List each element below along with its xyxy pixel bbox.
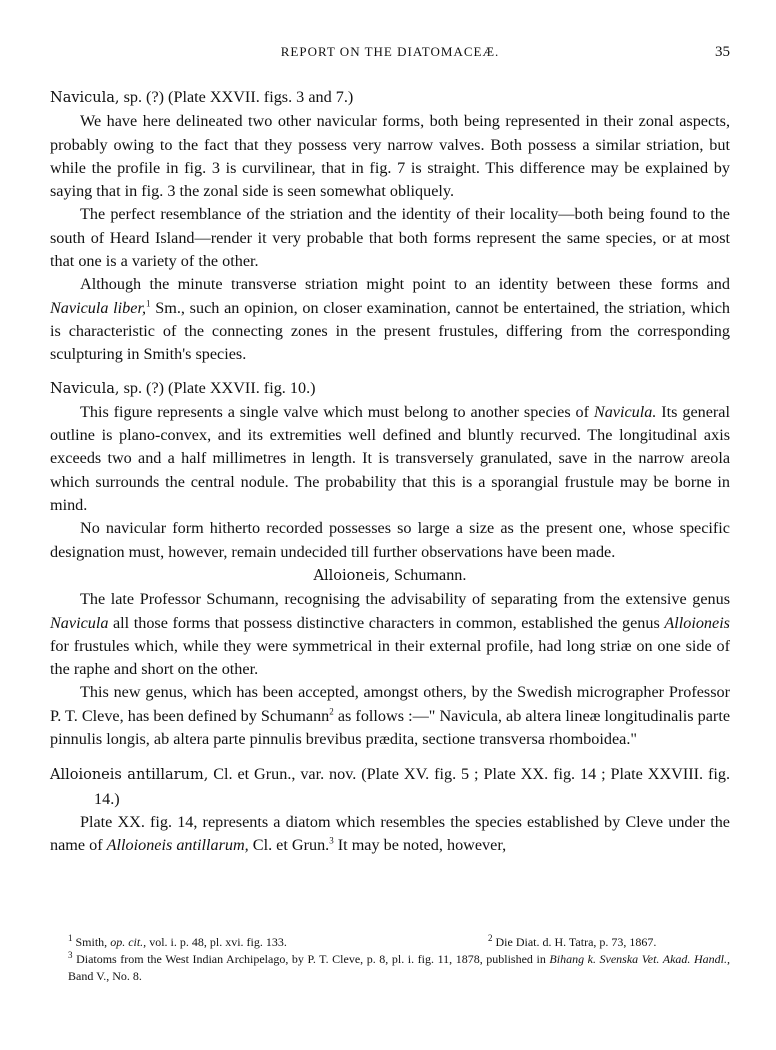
text-run: This new genus, which has been accepted, amongst others, by the Swedish micrographer Professor P. T. Cleve, has been defined by Schumann — [50, 683, 730, 725]
italic-taxon: Navicula. — [593, 402, 657, 421]
footnote-number: 2 — [488, 933, 493, 943]
text-run: The late Professor Schumann, recognising the advisability of separating from the extensive genus — [80, 590, 730, 609]
footnote-3 — [50, 951, 730, 985]
text-run: Sm., such an opinion, on closer examination, cannot be entertained, the striation, which is characteristic of the connecting zones in the present frustules, differing from the corresponding sculpturing in Smith's species. — [50, 298, 730, 364]
text-run: as follows :—" Navicula, ab altera lineæ longitudinalis parte pinnulis longis, ab altera parte pinnulis brevibus prædita, sectione transversa rhomboidea." — [50, 706, 731, 749]
text-run: Band V., No. 8. — [68, 969, 142, 983]
italic-taxon: Navicula — [50, 613, 109, 632]
italic-taxon: Alloioneis antillarum, — [106, 836, 249, 855]
paragraph — [50, 811, 730, 858]
footnote-2 — [468, 934, 656, 951]
text-run: Its general outline is plano-convex, and its extremities well defined and bluntly recurved. The longitudinal axis exceeds two and a half millimetres in length. It is transversely granulated, save in the narrow areola which surrounds the central nodule. The probability that this is a sporangial frustule may be borne in mind. — [50, 402, 730, 515]
text-run: all those forms that possess distinctive characters in common, established the genus — [108, 613, 665, 632]
italic-taxon: Alloioneis — [664, 613, 730, 632]
paragraph — [50, 273, 730, 366]
paragraph — [50, 588, 730, 681]
species-reference: Cl. et Grun., var. nov. (Plate XV. fig. 5 ; Plate XX. fig. 14 ; Plate XXVIII. fig. 14.) — [94, 765, 730, 808]
footnote-1 — [50, 934, 468, 951]
species-name: Navicula, — [50, 90, 120, 106]
species-reference: sp. (?) (Plate XXVII. fig. 10.) — [119, 378, 316, 397]
genus-heading-alloioneis — [50, 564, 730, 588]
footnote-number: 1 — [68, 933, 73, 943]
species-reference: sp. (?) (Plate XXVII. figs. 3 and 7.) — [119, 88, 354, 106]
text-run: This figure represents a single valve which must belong to another species of — [80, 402, 594, 421]
text-run: It may be noted, however, — [333, 836, 507, 855]
genus-name: Alloioneis, — [313, 567, 390, 584]
paragraph: We have here delineated two other navicular forms, both being represented in their zonal aspects, probably owing to the fact that they possess very narrow valves. Both possess a similar striation, but while the profile in fig. 3 is curvilinear, that in fig. 7 is straight. This difference may be explained by saying that in fig. 3 the zonal side is seen somewhat obliquely. — [50, 112, 730, 201]
footnote-row — [50, 934, 730, 951]
running-header — [50, 44, 730, 64]
text-run: Plate XX. fig. 14, represents a diatom which resembles the species established by Cleve under the name of — [50, 812, 730, 855]
species-heading-alloioneis-antillarum — [50, 763, 730, 811]
text-run: Diatoms from the West Indian Archipelago, by P. T. Cleve, p. 8, pl. i. fig. 11, 1878, published in — [72, 952, 550, 966]
paragraph — [50, 681, 730, 751]
text-run: Smith, — [72, 935, 111, 949]
text-run: vol. i. p. 48, pl. xvi. fig. 133. — [146, 935, 287, 949]
species-name: Navicula, — [50, 380, 120, 397]
italic-text: op. cit., — [110, 935, 147, 949]
text-run: Although the minute transverse striation might point to an identity between these forms and — [80, 275, 730, 294]
paragraph: The perfect resemblance of the striation and the identity of their locality—both being found to the south of Heard Island—render it very probable that both forms represent the same species, or at most that one is a variety of the other. — [50, 205, 730, 271]
text-run: Cl. et Grun. — [248, 836, 330, 855]
species-heading-navicula-2 — [50, 377, 730, 401]
footnote-number: 3 — [68, 950, 73, 960]
text-run: Die Diat. d. H. Tatra, p. 73, 1867. — [492, 935, 657, 949]
main-text — [50, 86, 730, 858]
genus-author: Schumann. — [390, 565, 467, 584]
text-run: for frustules which, while they were symmetrical in their external profile, had long striæ on one side of the raphe and short on the other. — [50, 636, 730, 679]
species-name: Alloioneis antillarum, — [50, 767, 209, 784]
italic-text: Bihang k. Svenska Vet. Akad. Handl., — [549, 952, 730, 966]
footnote-ref: 3 — [329, 835, 334, 846]
footnotes — [50, 934, 730, 985]
paragraph — [50, 401, 730, 517]
species-heading-navicula-1 — [50, 86, 730, 110]
footnote-ref: 2 — [329, 706, 334, 717]
page-number: 35 — [715, 44, 730, 60]
italic-taxon: Navicula liber, — [50, 298, 147, 317]
paragraph: No navicular form hitherto recorded possesses so large a size as the present one, whose specific designation must, however, remain undecided till further observations have been made. — [50, 519, 730, 561]
header-title: REPORT ON THE DIATOMACEÆ. — [280, 44, 500, 59]
footnote-ref: 1 — [146, 298, 151, 309]
